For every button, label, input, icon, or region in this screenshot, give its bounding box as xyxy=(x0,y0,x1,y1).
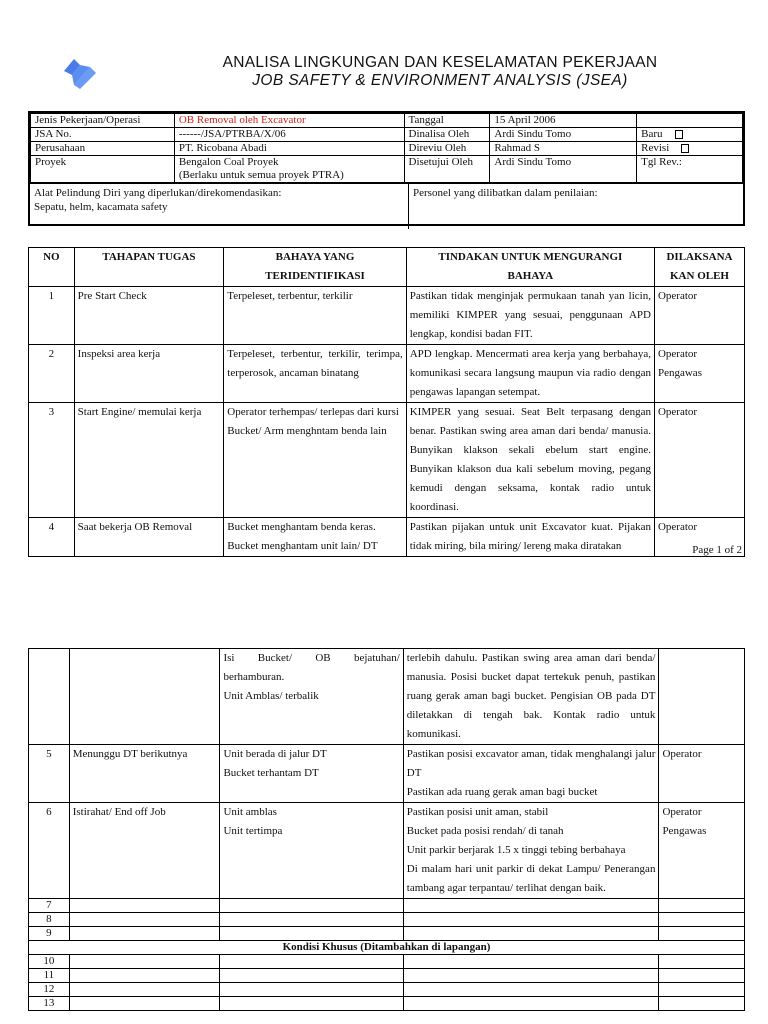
row-tindakan xyxy=(403,803,659,899)
table-row xyxy=(29,745,745,803)
row-no: 12 xyxy=(29,983,70,997)
dinalisa-label: Dinalisa Oleh xyxy=(404,128,490,142)
disetujui-label: Disetujui Oleh xyxy=(404,156,490,183)
perusahaan-value: PT. Ricobana Abadi xyxy=(174,142,404,156)
row-tahapan: Start Engine/ memulai kerja xyxy=(74,403,224,518)
title-line-2: JOB SAFETY & ENVIRONMENT ANALYSIS (JSEA) xyxy=(252,72,628,89)
revisi-label: Revisi xyxy=(641,142,670,154)
row-tahapan: Saat bekerja OB Removal xyxy=(74,518,224,557)
row-bahaya-2: Bucket terhantam DT xyxy=(223,767,319,779)
jsa-value: ------/JSA/PTRBA/X/06 xyxy=(174,128,404,142)
continuation-table xyxy=(28,648,745,1011)
table-row xyxy=(29,997,745,1011)
revisi-checkbox[interactable] xyxy=(681,144,689,153)
personel-label: Personel yang dilibatkan dalam penilaian: xyxy=(408,184,602,229)
row-oleh: Operator xyxy=(654,403,744,518)
document-title xyxy=(180,54,700,90)
proyek-value-1: Bengalon Coal Proyek xyxy=(178,156,279,168)
proyek-label: Proyek xyxy=(31,156,175,183)
table-row xyxy=(29,955,745,969)
apd-value: Sepatu, helm, kacamata safety xyxy=(34,201,168,213)
row-bahaya-1: Isi Bucket/ OB bejatuhan/ berhamburan. xyxy=(223,652,400,683)
diamond-logo-icon xyxy=(60,55,100,91)
row-bahaya xyxy=(220,803,403,899)
header-dilaksana-1: DILAKSANA xyxy=(666,251,733,263)
row-no: 11 xyxy=(29,969,70,983)
header-bahaya-2: TERIDENTIFIKASI xyxy=(265,270,365,282)
apd-text xyxy=(34,186,404,214)
row-no: 4 xyxy=(29,518,75,557)
khusus-label: Kondisi Khusus (Ditambahkan di lapangan) xyxy=(29,941,745,955)
row-tahapan xyxy=(69,649,220,745)
row-oleh-2: Pengawas xyxy=(662,825,707,837)
row-tindakan-1: Pastikan posisi unit aman, stabil xyxy=(406,806,549,818)
row-tindakan xyxy=(403,745,659,803)
table-header-row xyxy=(29,248,745,287)
row-no: 6 xyxy=(29,803,70,899)
table-row xyxy=(29,518,745,557)
apd-label: Alat Pelindung Diri yang diperlukan/direkomendasikan: xyxy=(34,187,282,199)
header-dilaksana xyxy=(654,248,744,287)
row-no: 2 xyxy=(29,345,75,403)
row-tindakan-2: Bucket pada posisi rendah/ di tanah xyxy=(406,825,564,837)
apd-section xyxy=(30,183,743,225)
proyek-value-2: (Berlaku untuk semua proyek PTRA) xyxy=(178,169,344,181)
direviu-value: Rahmad S xyxy=(490,142,637,156)
row-tahapan: Inspeksi area kerja xyxy=(74,345,224,403)
row-tindakan: Pastikan tidak menginjak permukaan tanah yan licin, memiliki KIMPER yang sesuai, penggunaan APD lengkap, kondisi badan FIT. xyxy=(406,287,654,345)
row-bahaya-1: Bucket menghantam benda keras. xyxy=(227,521,376,533)
row-oleh: Operator xyxy=(654,518,744,557)
khusus-row xyxy=(29,941,745,955)
row-tindakan: KIMPER yang sesuai. Seat Belt terpasang dengan benar. Pastikan swing area aman dari benda/ manusia. Bunyikan klakson sekali ebelum start engine. Bunyikan klakson dua kali sebelum moving, pegang kemudi dengan seksama, kontak radio untuk koordinasi. xyxy=(406,403,654,518)
row-oleh xyxy=(659,649,745,745)
row-no: 3 xyxy=(29,403,75,518)
row-tindakan: APD lengkap. Mencermati area kerja yang berbahaya, komunikasi secara langsung maupun via radio dengan pengawas lapangan setempat. xyxy=(406,345,654,403)
table-row xyxy=(29,803,745,899)
row-bahaya-1: Unit berada di jalur DT xyxy=(223,748,327,760)
header-tindakan-2: BAHAYA xyxy=(507,270,554,282)
row-tindakan-1: Pastikan posisi excavator aman, tidak menghalangi jalur DT xyxy=(406,748,656,779)
row-bahaya: Terpeleset, terbentur, terkilir xyxy=(224,287,406,345)
row-no: 1 xyxy=(29,287,75,345)
row-bahaya xyxy=(224,518,406,557)
row-tindakan: Pastikan pijakan untuk unit Excavator kuat. Pijakan tidak miring, bila miring/ lereng maka diratakan xyxy=(406,518,654,557)
empty-cell xyxy=(637,114,743,128)
table-row xyxy=(29,927,745,941)
proyek-value xyxy=(174,156,404,183)
jenis-label: Jenis Pekerjaan/Operasi xyxy=(31,114,175,128)
header-tahapan: TAHAPAN TUGAS xyxy=(74,248,224,287)
row-tindakan-3: Unit parkir berjarak 1.5 x tinggi tebing berbahaya xyxy=(406,844,626,856)
row-oleh: Operator Pengawas xyxy=(654,345,744,403)
row-no: 7 xyxy=(29,899,70,913)
row-bahaya-2: Unit tertimpa xyxy=(223,825,283,837)
row-oleh: Operator xyxy=(654,287,744,345)
header-tindakan-1: TINDAKAN UNTUK MENGURANGI xyxy=(438,251,623,263)
row-bahaya: Terpeleset, terbentur, terkilir, terimpa, terperosok, ancaman binatang xyxy=(224,345,406,403)
baru-checkbox[interactable] xyxy=(675,130,683,139)
row-no: 10 xyxy=(29,955,70,969)
info-table xyxy=(30,113,743,183)
table-row xyxy=(29,969,745,983)
row-bahaya-1: Unit amblas xyxy=(223,806,277,818)
header-bahaya xyxy=(224,248,406,287)
row-bahaya xyxy=(220,745,403,803)
row-no: 13 xyxy=(29,997,70,1011)
task-table xyxy=(28,247,745,557)
row-tindakan-2: Pastikan ada ruang gerak aman bagi bucket xyxy=(406,786,598,798)
row-no: 5 xyxy=(29,745,70,803)
title-line-1: ANALISA LINGKUNGAN DAN KESELAMATAN PEKERJAAN xyxy=(222,54,658,71)
table-row xyxy=(29,649,745,745)
baru-cell xyxy=(637,128,743,142)
revisi-cell xyxy=(637,142,743,156)
row-tahapan: Istirahat/ End off Job xyxy=(69,803,220,899)
disetujui-value: Ardi Sindu Tomo xyxy=(490,156,637,183)
header-tindakan xyxy=(406,248,654,287)
row-tahapan: Menunggu DT berikutnya xyxy=(69,745,220,803)
perusahaan-label: Perusahaan xyxy=(31,142,175,156)
header-bahaya-1: BAHAYA YANG xyxy=(275,251,355,263)
row-bahaya xyxy=(224,403,406,518)
info-box xyxy=(28,111,745,226)
dinalisa-value: Ardi Sindu Tomo xyxy=(490,128,637,142)
page-number: Page 1 of 2 xyxy=(692,544,742,556)
row-oleh-1: Operator xyxy=(662,806,702,818)
jenis-value: OB Removal oleh Excavator xyxy=(174,114,404,128)
table-row xyxy=(29,913,745,927)
header-no: NO xyxy=(29,248,75,287)
tanggal-value: 15 April 2006 xyxy=(490,114,637,128)
row-no: 9 xyxy=(29,927,70,941)
jsa-label: JSA No. xyxy=(31,128,175,142)
row-tindakan: terlebih dahulu. Pastikan swing area aman dari benda/ manusia. Posisi bucket dapat tertekuk penuh, pastikan ruang gerak aman bagi bucket. Pengisian OB pada DT diletakkan di tengah bak. Kontak radio untuk komunikasi. xyxy=(403,649,659,745)
row-oleh: Operator xyxy=(659,745,745,803)
row-no xyxy=(29,649,70,745)
tanggal-label: Tanggal xyxy=(404,114,490,128)
table-row xyxy=(29,345,745,403)
row-tahapan: Pre Start Check xyxy=(74,287,224,345)
table-row xyxy=(29,287,745,345)
table-row xyxy=(29,899,745,913)
row-bahaya-2: Bucket menghantam unit lain/ DT xyxy=(227,540,378,552)
direviu-label: Direviu Oleh xyxy=(404,142,490,156)
row-no: 8 xyxy=(29,913,70,927)
row-bahaya-2: Unit Amblas/ terbalik xyxy=(223,690,319,702)
row-bahaya xyxy=(220,649,403,745)
tglrev-label: Tgl Rev.: xyxy=(637,156,743,183)
row-bahaya-2: Bucket/ Arm menghntam benda lain xyxy=(227,425,387,437)
row-tindakan-4: Di malam hari unit parkir di dekat Lampu/ Penerangan tambang agar terpantau/ terlihat dengan baik. xyxy=(406,863,656,894)
row-bahaya-1: Operator terhempas/ terlepas dari kursi xyxy=(227,406,399,418)
table-row xyxy=(29,403,745,518)
header-dilaksana-2: KAN OLEH xyxy=(670,270,729,282)
row-oleh xyxy=(659,803,745,899)
table-row xyxy=(29,983,745,997)
baru-label: Baru xyxy=(641,128,663,140)
